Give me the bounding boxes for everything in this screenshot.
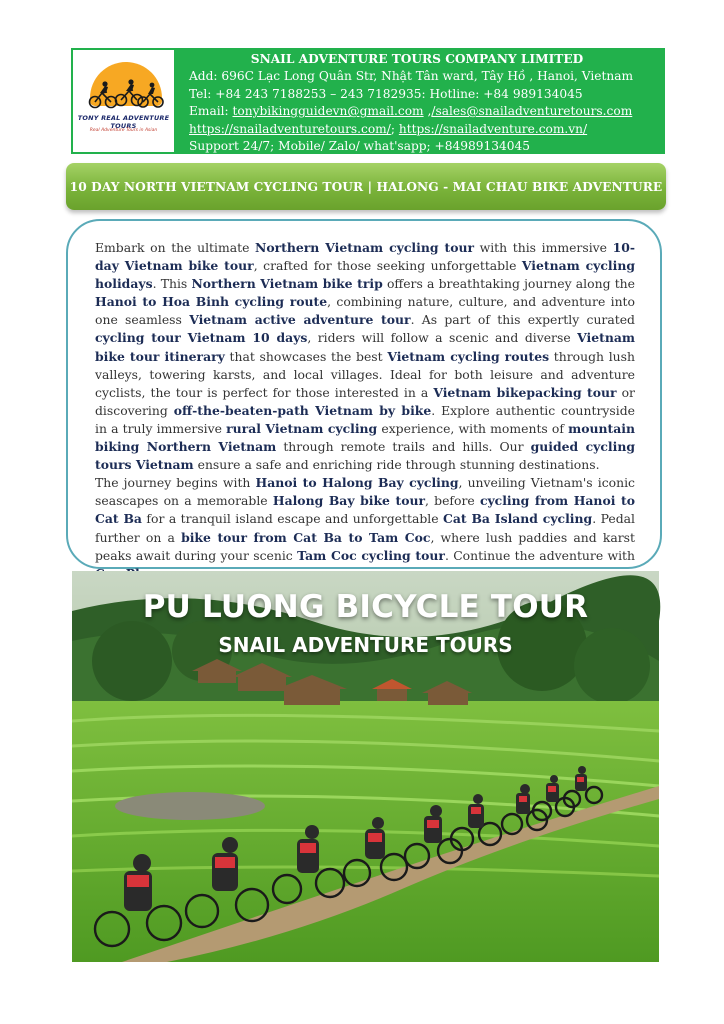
description-segment: , combining nature, culture, and adventure into one seamless — [95, 294, 635, 328]
keyword-bold: Hanoi to Halong Bay cycling — [255, 475, 459, 491]
email-label: Email: — [189, 104, 233, 119]
keyword-bold: mountain biking Northern Vietnam — [95, 420, 635, 455]
support-line: Support 24/7; Mobile/ Zalo/ what'sapp; +84989134045 — [189, 139, 531, 154]
description-segment: through lush valleys, towering karsts, and local villages. Ideal for both leisure and adventure cyclists, the tour is perfect for those interested in a — [95, 348, 635, 400]
description-segment: . This — [152, 276, 192, 292]
description-segment: . Pedal further on a — [95, 511, 635, 545]
description-segment: offers a breathtaking journey along the — [382, 276, 635, 292]
keyword-bold: Northern Vietnam cycling tour — [255, 240, 474, 255]
description-segment: for a tranquil island escape and unforgettable — [141, 511, 444, 527]
description-segment: . Explore authentic countryside in a truly immersive — [95, 402, 635, 436]
keyword-bold: rural Vietnam cycling — [226, 420, 378, 436]
description-text — [95, 239, 636, 563]
keyword-bold: Cat Ba Island cycling — [443, 511, 593, 527]
keyword-bold: Vietnam cycling routes — [387, 348, 550, 364]
description-segment: , where lush paddies and karst peaks await during your scenic — [95, 529, 635, 563]
keyword-bold: Vietnam cycling holidays — [95, 258, 636, 292]
description-segment: , riders will follow a scenic and diverse — [307, 330, 578, 346]
email-line — [189, 103, 665, 120]
keyword-bold: bike tour from Cat Ba to Tam Coc — [181, 529, 431, 545]
keyword-bold: Vietnam bikepacking tour — [433, 384, 617, 400]
logo-tagline: Real Adventure Tours in Asian — [89, 128, 158, 133]
email-link-1[interactable]: tonybikingguidevn@gmail.com — [232, 104, 424, 119]
keyword-bold: guided cycling tours Vietnam — [95, 439, 635, 473]
keyword-bold: Halong Bay bike tour — [272, 493, 426, 509]
description-segment: experience, with moments of — [377, 420, 569, 436]
keyword-bold: off-the-beaten-path Vietnam by bike — [173, 402, 432, 418]
tour-title: 10 DAY NORTH VIETNAM CYCLING TOUR | HALONG - MAI CHAU BIKE ADVENTURE — [69, 179, 663, 194]
description-segment: or discovering — [95, 384, 635, 418]
description-segment: through remote trails and hills. Our — [276, 439, 531, 455]
company-header — [71, 48, 665, 154]
description-paragraph-2 — [95, 474, 635, 583]
description-segment: , unveiling Vietnam's iconic seascapes on a memorable — [95, 475, 635, 509]
description-segment: ensure a safe and enriching ride through stunning destinations. — [193, 457, 600, 473]
contact-block — [176, 48, 665, 154]
description-segment: The journey begins with — [95, 475, 256, 491]
description-segment: . Continue the adventure with — [444, 547, 636, 563]
keyword-bold: cycling from Hanoi to Cat Ba — [95, 493, 635, 527]
phone-line: Tel: +84 243 7188253 – 243 7182935: Hotline: +84 989134045 — [189, 86, 583, 101]
email-link-2[interactable]: /sales@snailadventuretours.com — [431, 104, 633, 119]
description-box — [66, 219, 662, 569]
photo-subtitle: SNAIL ADVENTURE TOURS — [218, 633, 513, 657]
photo-title: PU LUONG BICYCLE TOUR — [142, 589, 589, 625]
description-segment: with this immersive — [474, 240, 613, 255]
description-paragraph-1 — [95, 239, 635, 474]
description-segment: that showcases the best — [224, 348, 388, 364]
tour-title-banner — [66, 163, 666, 210]
tour-photo — [72, 571, 659, 962]
keyword-bold: Vietnam active adventure tour — [189, 312, 411, 328]
website-link-2[interactable]: https://snailadventure.com.vn/ — [398, 121, 588, 136]
company-name: SNAIL ADVENTURE TOURS COMPANY LIMITED — [250, 52, 584, 66]
email-separator: , — [423, 104, 432, 119]
company-logo — [71, 48, 176, 154]
keyword-bold: cycling tour Vietnam 10 days — [95, 330, 308, 346]
description-segment: . As part of this expertly curated — [410, 312, 635, 328]
website-link-1[interactable]: https://snailadventuretours.com/ — [189, 121, 391, 136]
cyclists-icon — [87, 78, 165, 110]
keyword-bold: 10-day Vietnam bike tour — [95, 240, 635, 274]
logo-name: TONY REAL ADVENTURE TOURS — [77, 114, 170, 130]
rice-terrace-cyclists-image — [72, 571, 659, 962]
keyword-bold: Northern Vietnam bike trip — [191, 276, 383, 292]
description-segment: , before — [425, 493, 480, 509]
description-segment: Embark on the ultimate — [95, 240, 256, 255]
website-line — [189, 121, 665, 138]
description-segment: , crafted for those seeking unforgettable — [253, 258, 522, 274]
address-line: Add: 696C Lạc Long Quân Str, Nhật Tân ward, Tây Hồ , Hanoi, Vietnam — [189, 69, 634, 84]
keyword-bold: Tam Coc cycling tour — [297, 547, 445, 563]
keyword-bold: Vietnam bike tour itinerary — [95, 330, 635, 364]
keyword-bold: Hanoi to Hoa Binh cycling route — [95, 294, 328, 310]
website-separator: ; — [390, 121, 399, 136]
